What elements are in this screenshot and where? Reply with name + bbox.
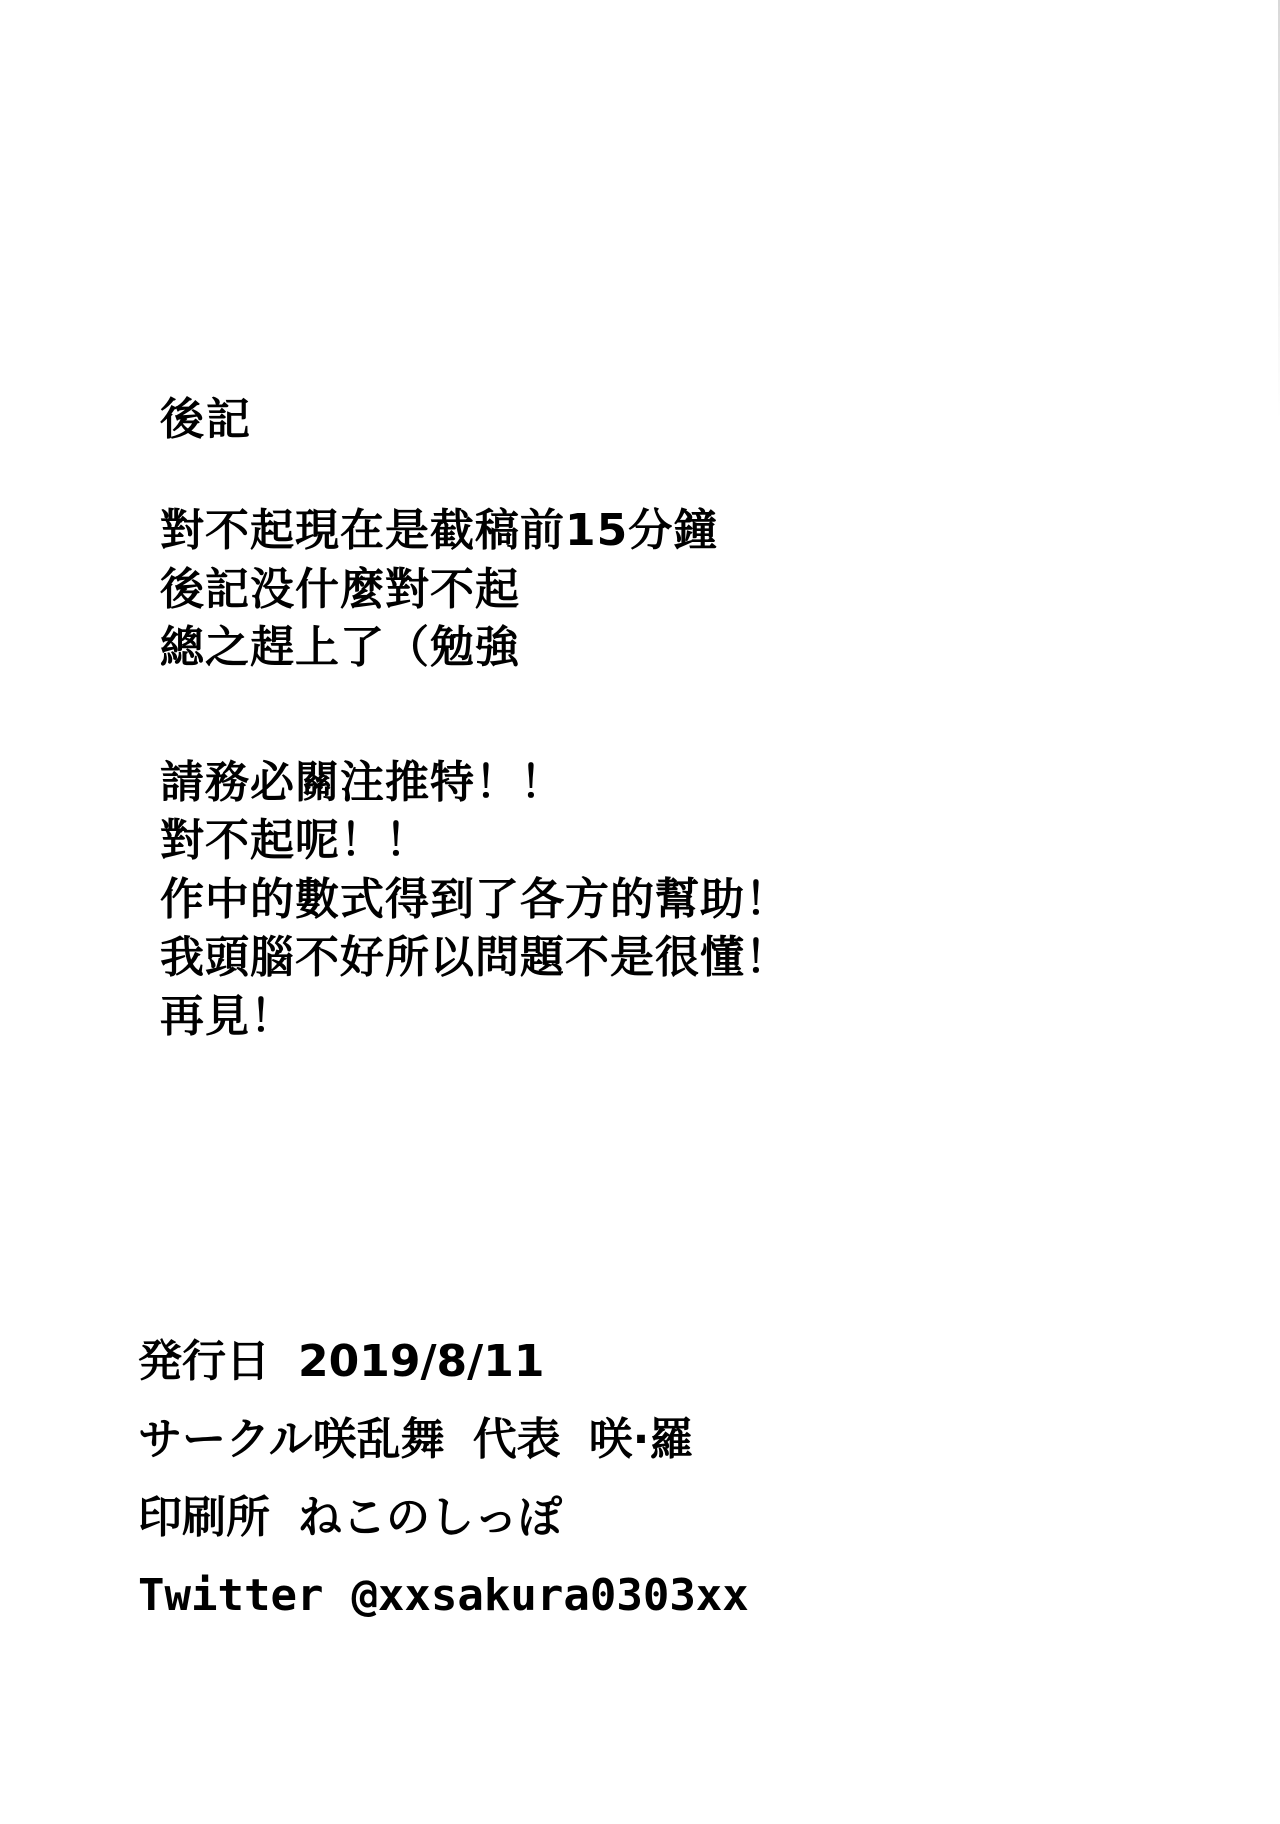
printer-name: ねこのしっぽ (298, 1492, 562, 1543)
afterword-line: 總之趕上了（勉強 (160, 622, 520, 673)
afterword-line: 請務必關注推特！！ (160, 756, 565, 808)
twitter-handle: @xxsakura0303xx (351, 1570, 749, 1621)
twitter-row (138, 1570, 1038, 1652)
circle-name: サークル咲乱舞 (138, 1414, 445, 1465)
representative-name: 咲·羅 (588, 1414, 694, 1465)
twitter-label: Twitter (138, 1570, 324, 1621)
afterword-line: 後記没什麼對不起 (160, 563, 520, 615)
afterword-section (160, 394, 1060, 1046)
printer-row (138, 1492, 1038, 1574)
colophon (138, 1336, 1038, 1652)
afterword-paragraph-2 (160, 754, 1060, 1047)
afterword-paragraph-1 (160, 502, 1060, 678)
issue-date-label: 発行日 (138, 1336, 270, 1387)
afterword-title: 後記 (160, 394, 252, 445)
afterword-line: 我頭腦不好所以問題不是很懂！ (160, 932, 790, 983)
afterword-line: 再見！ (160, 990, 295, 1042)
afterword-line: 對不起現在是截稿前15分鐘 (160, 505, 719, 556)
printer-label: 印刷所 (138, 1492, 270, 1543)
circle-row (138, 1414, 1038, 1496)
afterword-line: 對不起呢！！ (160, 815, 430, 866)
issue-date-row (138, 1336, 1038, 1418)
representative-label: 代表 (472, 1414, 561, 1465)
issue-date-value: 2019/8/11 (298, 1336, 545, 1387)
afterword-line: 作中的數式得到了各方的幫助！ (160, 873, 790, 925)
